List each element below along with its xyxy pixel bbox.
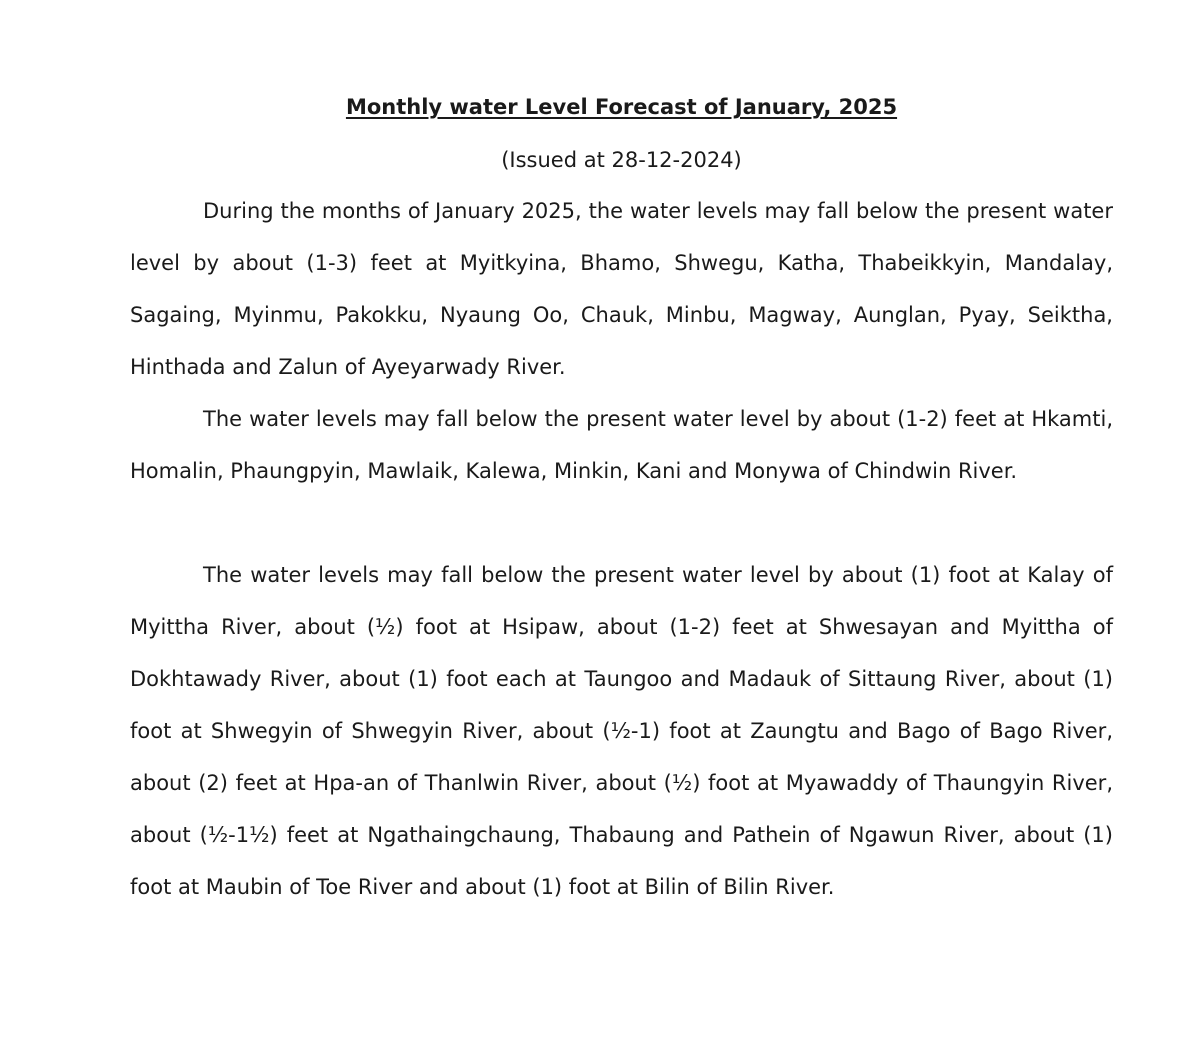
issued-date: (Issued at 28-12-2024) xyxy=(501,148,742,172)
paragraph-ayeyarwady: During the months of January 2025, the water levels may fall below the present water level by about (1-3) feet at Myitkyina, Bhamo, Shwegu, Katha, Thabeikkyin, Mandalay, Sagaing, Myinmu, Pakokku, Nyaung Oo, Chauk, Minbu, Magway, Aunglan, Pyay, Seiktha, Hinthada and Zalun of Ayeyarwady River. xyxy=(130,199,1113,379)
document-title: Monthly water Level Forecast of January, 2025 xyxy=(345,95,898,119)
paragraph-chindwin: The water levels may fall below the present water level by about (1-2) feet at Hkamti, Homalin, Phaungpyin, Mawlaik, Kalewa, Minkin, Kani and Monywa of Chindwin River. xyxy=(130,407,1113,483)
paragraph-other-rivers: The water levels may fall below the present water level by about (1) foot at Kalay of Myittha River, about (½) foot at Hsipaw, about (1-2) feet at Shwesayan and Myittha of Dokhtawady River, about (1) foot each at Taungoo and Madauk of Sittaung River, about (1) foot at Shwegyin of Shwegyin River, about (½-1) foot at Zaungtu and Bago of Bago River, about (2) feet at Hpa-an of Thanlwin River, about (½) foot at Myawaddy of Thaungyin River, about (½-1½) feet at Ngathaingchaung, Thabaung and Pathein of Ngawun River, about (1) foot at Maubin of Toe River and about (1) foot at Bilin of Bilin River. xyxy=(130,563,1113,899)
